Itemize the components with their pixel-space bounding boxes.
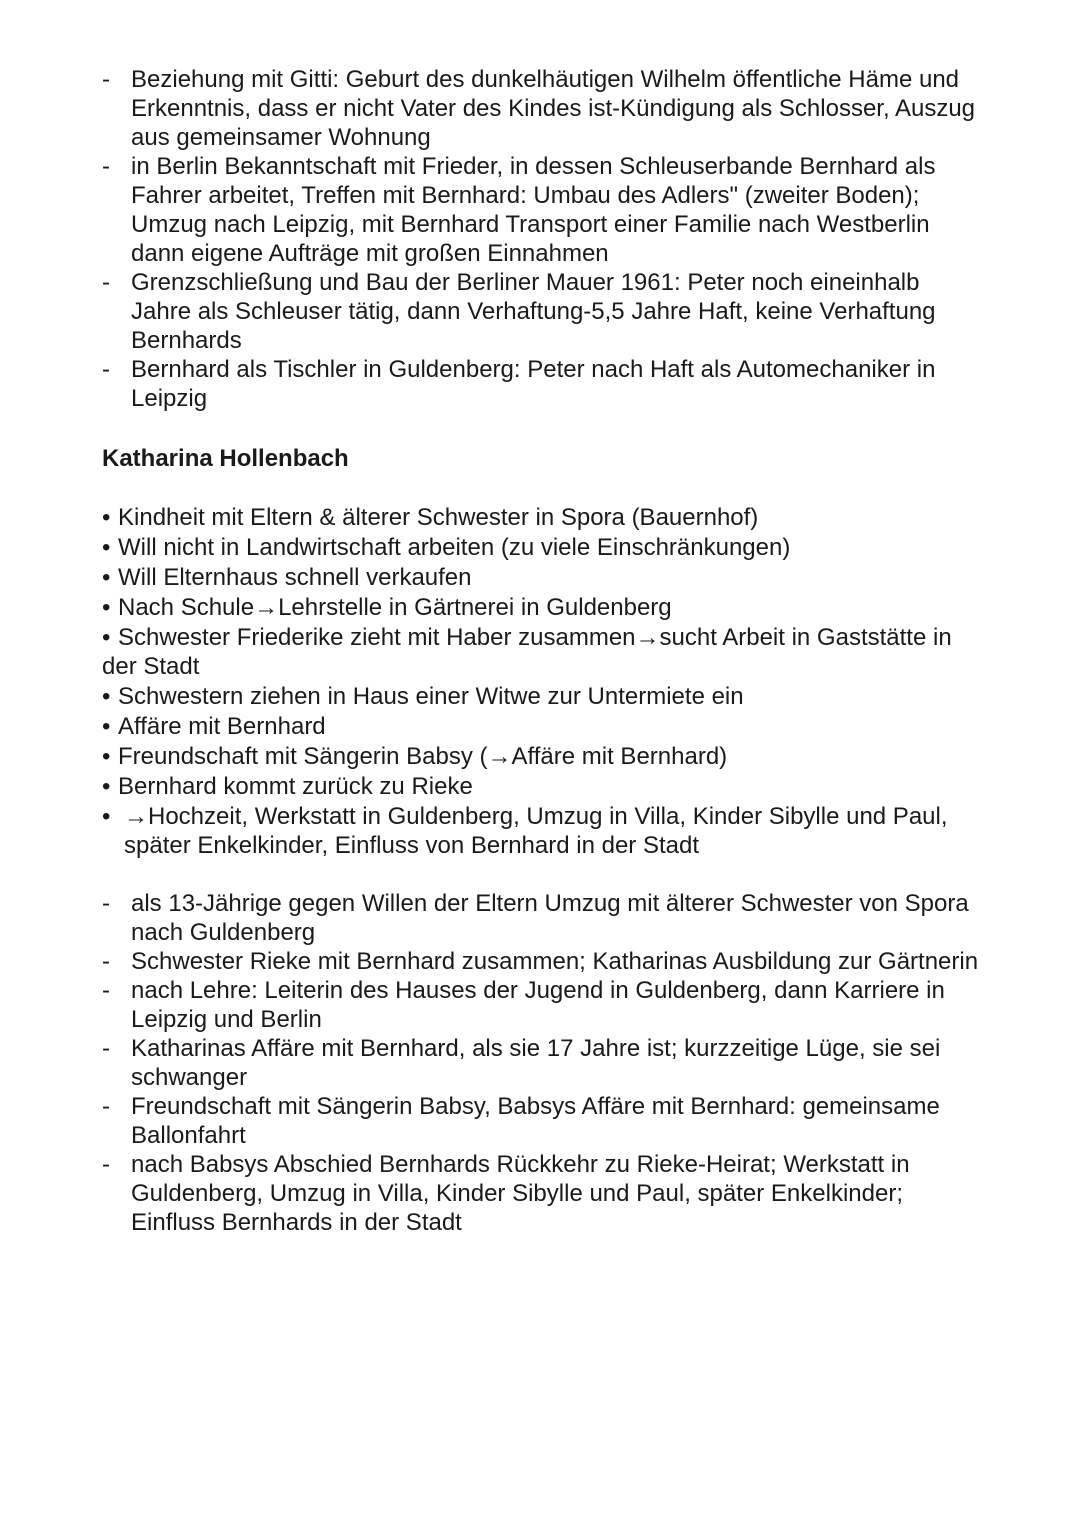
bullet-icon: • bbox=[102, 564, 111, 591]
bullet-icon: • bbox=[102, 713, 111, 740]
list-item bbox=[102, 742, 982, 771]
list-item: - in Berlin Bekanntschaft mit Frieder, in dessen Schleuserbande Bernhard als Fahrer arbeitet, Treffen mit Bernhard: Umbau des Adlers" (zweiter Boden); Umzug nach Leipzig, mit Bernhard Transport einer Familie nach Westberlin dann eigene Aufträge mit großen Einnahmen bbox=[102, 152, 982, 268]
bullet-icon: • bbox=[102, 534, 111, 561]
list-item: - Schwester Rieke mit Bernhard zusammen; Katharinas Ausbildung zur Gärtnerin bbox=[102, 947, 982, 976]
dash-list-peter bbox=[102, 65, 982, 413]
list-item: - als 13-Jährige gegen Willen der Eltern Umzug mit älterer Schwester von Spora nach Guldenberg bbox=[102, 889, 982, 947]
list-item-text: Schwestern ziehen in Haus einer Witwe zur Untermiete ein bbox=[118, 683, 744, 710]
list-item: - Freundschaft mit Sängerin Babsy, Babsys Affäre mit Bernhard: gemeinsame Ballonfahrt bbox=[102, 1092, 982, 1150]
list-item: - Grenzschließung und Bau der Berliner Mauer 1961: Peter noch eineinhalb Jahre als Schleuser tätig, dann Verhaftung-5,5 Jahre Haft, keine Verhaftung Bernhards bbox=[102, 268, 982, 355]
list-item: - nach Lehre: Leiterin des Hauses der Jugend in Guldenberg, dann Karriere in Leipzig und Berlin bbox=[102, 976, 982, 1034]
bullet-icon: • bbox=[102, 594, 111, 621]
list-item bbox=[102, 682, 982, 711]
bullet-icon: • bbox=[102, 803, 111, 830]
bullet-icon: • bbox=[102, 504, 111, 531]
list-item bbox=[102, 563, 982, 592]
list-item: - Katharinas Affäre mit Bernhard, als sie 17 Jahre ist; kurzzeitige Lüge, sie sei schwanger bbox=[102, 1034, 982, 1092]
bullet-icon: • bbox=[102, 624, 111, 651]
list-item: - nach Babsys Abschied Bernhards Rückkehr zu Rieke-Heirat; Werkstatt in Guldenberg, Umzug in Villa, Kinder Sibylle und Paul, später Enkelkinder; Einfluss Bernhards in der Stadt bbox=[102, 1150, 982, 1237]
list-item-text: Will Elternhaus schnell verkaufen bbox=[118, 564, 472, 591]
list-item bbox=[102, 712, 982, 741]
bullet-icon: • bbox=[102, 683, 111, 710]
list-item bbox=[102, 623, 982, 681]
list-item-text: Affäre mit Bernhard bbox=[118, 713, 326, 740]
list-item: - Beziehung mit Gitti: Geburt des dunkelhäutigen Wilhelm öffentliche Häme und Erkenntnis, dass er nicht Vater des Kindes ist-Kündigung als Schlosser, Auszug aus gemeinsamer Wohnung bbox=[102, 65, 982, 152]
list-item-text: Nach Schule→Lehrstelle in Gärtnerei in Guldenberg bbox=[118, 594, 672, 621]
dash-list-katharina bbox=[102, 889, 982, 1237]
list-item-text: Bernhard kommt zurück zu Rieke bbox=[118, 773, 473, 800]
list-item-text: Schwester Friederike zieht mit Haber zusammen→sucht Arbeit in Gaststätte in der Stadt bbox=[102, 624, 952, 680]
list-item bbox=[102, 593, 982, 622]
list-item: - Bernhard als Tischler in Guldenberg: Peter nach Haft als Automechaniker in Leipzig bbox=[102, 355, 982, 413]
section-heading: Katharina Hollenbach bbox=[102, 445, 349, 472]
list-item-text: Kindheit mit Eltern & älterer Schwester in Spora (Bauernhof) bbox=[118, 504, 759, 531]
bullet-list-katharina bbox=[102, 503, 982, 861]
bullet-icon: • bbox=[102, 773, 111, 800]
list-item-text: Freundschaft mit Sängerin Babsy (→Affäre mit Bernhard) bbox=[118, 743, 728, 770]
bullet-icon: • bbox=[102, 743, 111, 770]
list-item bbox=[102, 802, 982, 860]
list-item-text: →Hochzeit, Werkstatt in Guldenberg, Umzug in Villa, Kinder Sibylle und Paul, später Enkelkinder, Einfluss von Bernhard in der Stadt bbox=[124, 803, 948, 859]
list-item bbox=[102, 533, 982, 562]
list-item bbox=[102, 503, 982, 532]
list-item bbox=[102, 772, 982, 801]
list-item-text: Will nicht in Landwirtschaft arbeiten (zu viele Einschränkungen) bbox=[118, 534, 791, 561]
